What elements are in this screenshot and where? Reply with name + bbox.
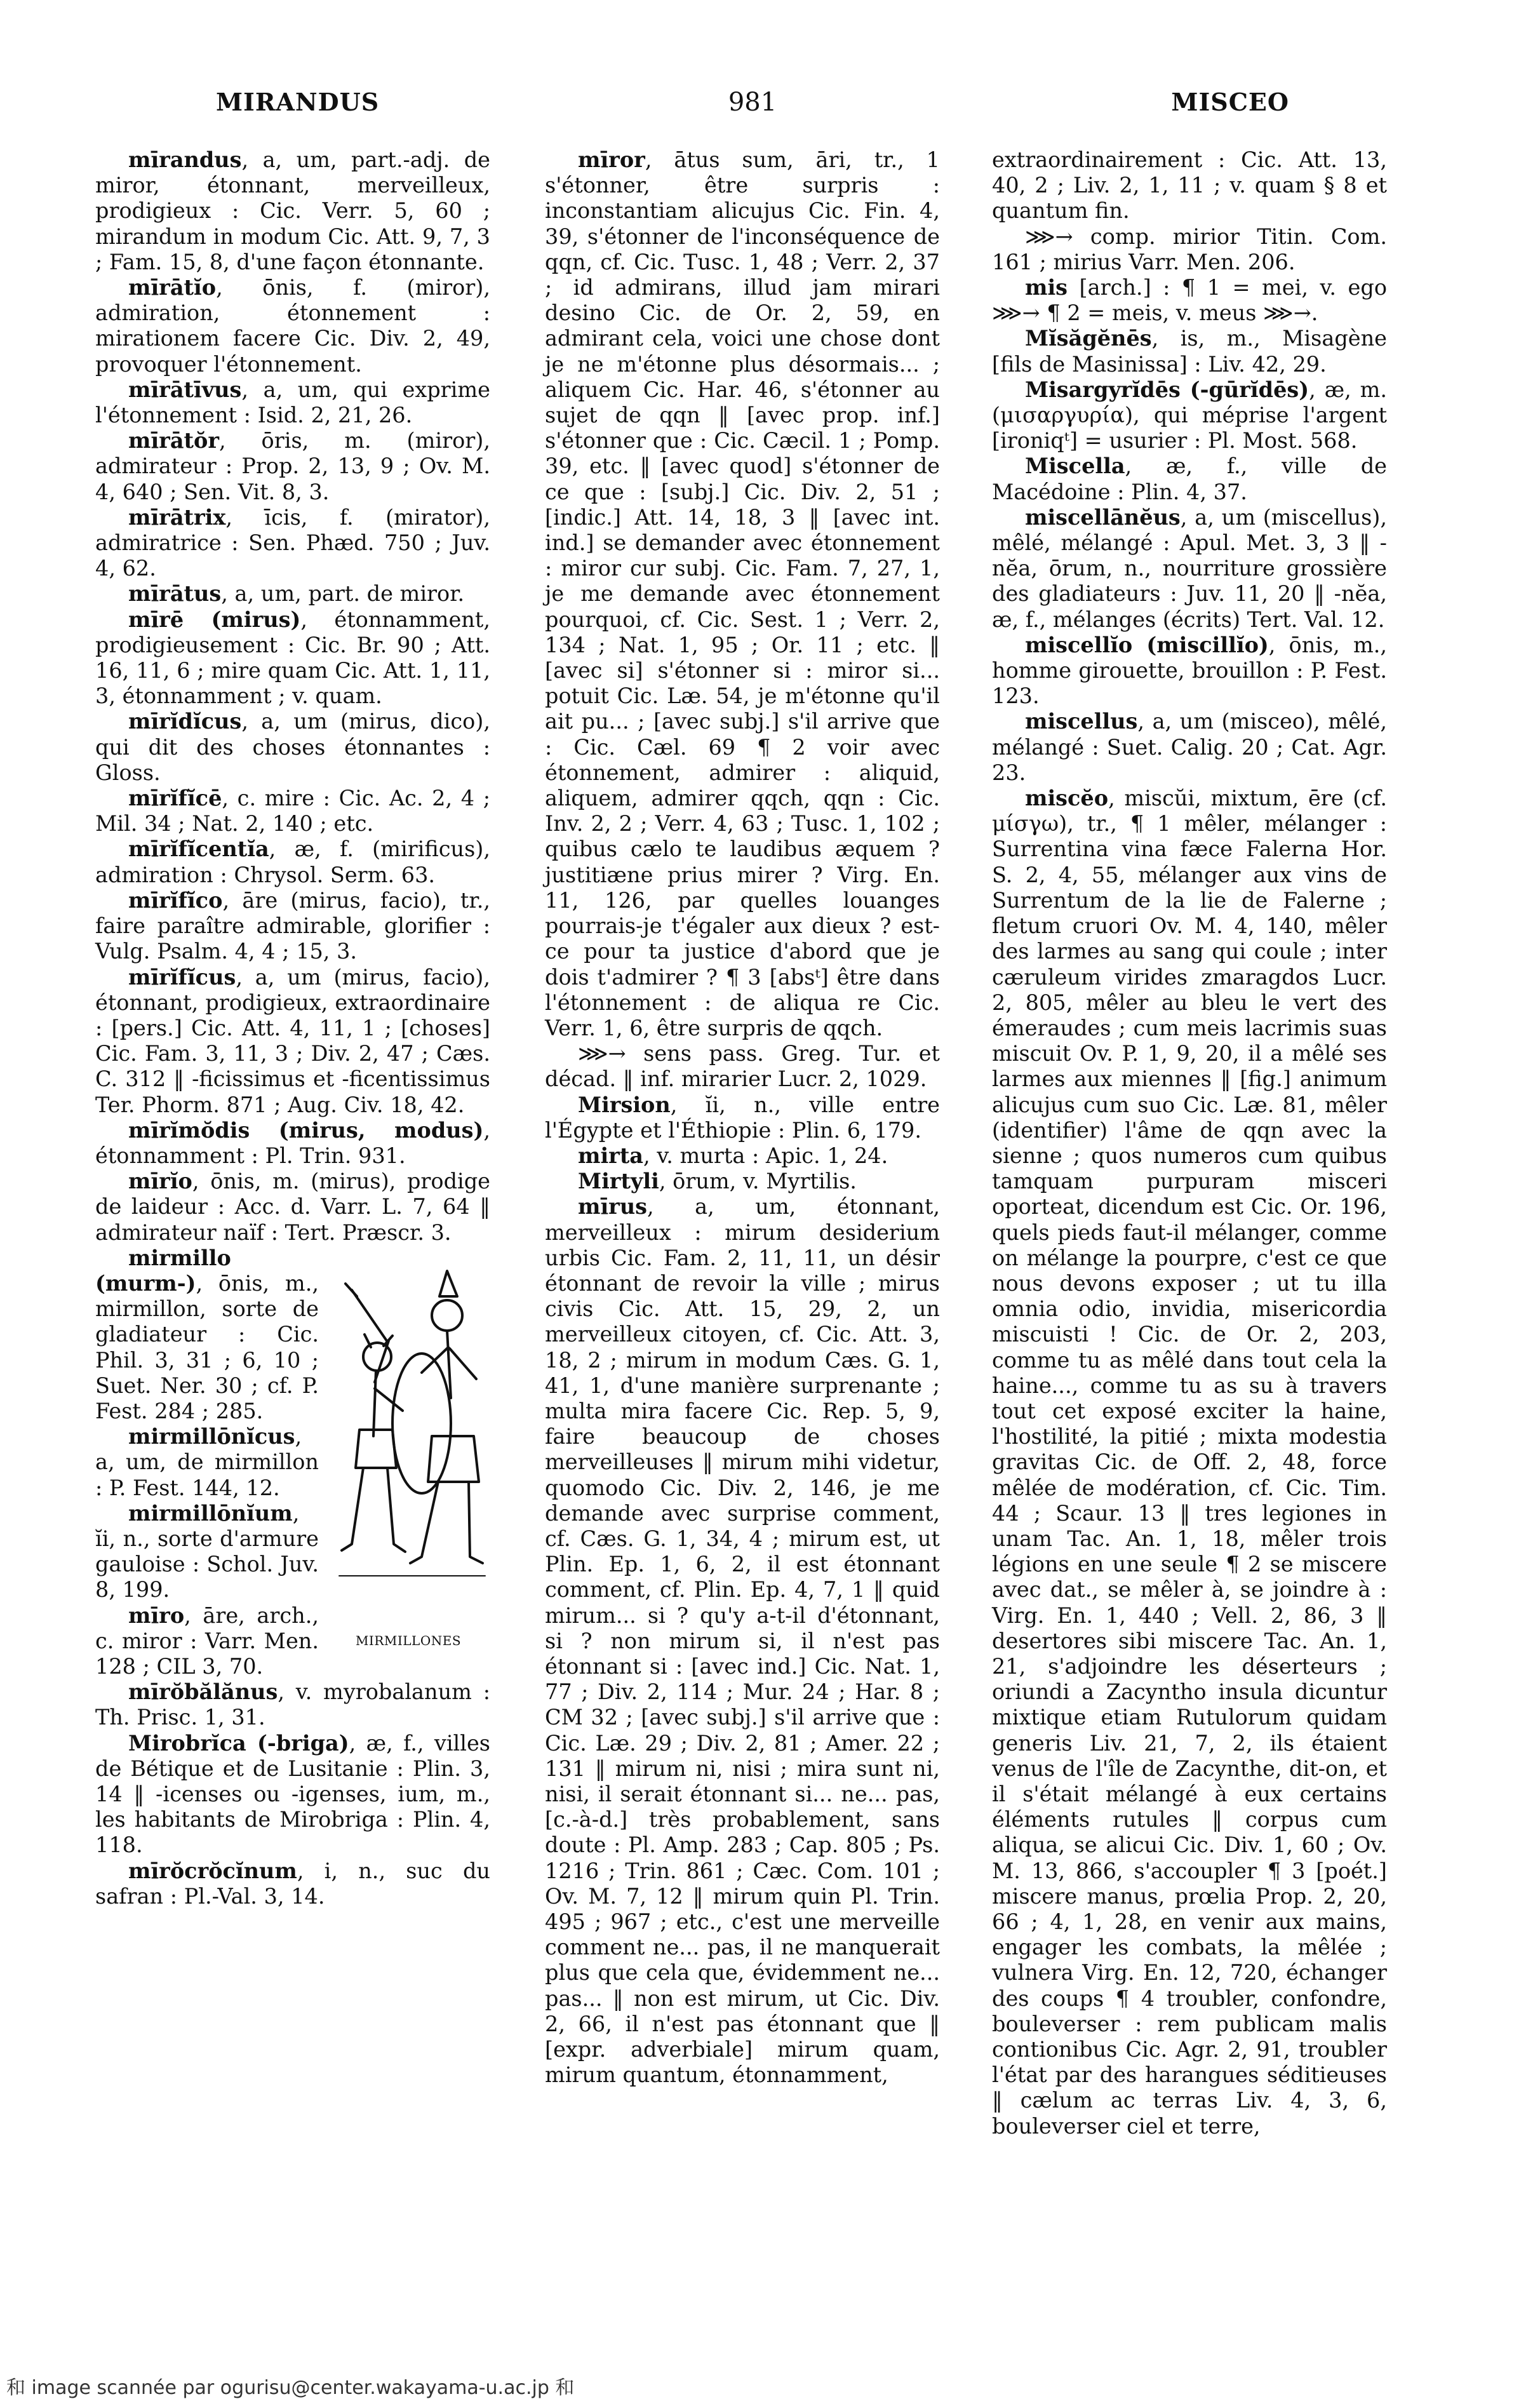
dictionary-entry-continued: extraordinairement : Cic. Att. 13, 40, 2 ; Liv. 2, 1, 11 ; v. quam § 8 et quantum fin. [992, 147, 1387, 224]
entry-headword: mīrātus [128, 581, 222, 607]
dictionary-entry: mīrandus, a, um, part.-adj. de miror, étonnant, merveilleux, prodigieux : Cic. Verr. 5, 60 ; mirandum in modum Cic. Att. 9, 7, 3 ; Fam. 15, 8, d'une façon étonnante. [95, 147, 490, 274]
entry-headword: mīrus [578, 1194, 648, 1220]
entry-headword: Miscella [1025, 454, 1125, 479]
dictionary-entry: mīrĭfĭco, āre (mirus, facio), tr., faire paraître admirable, glorifier : Vulg. Psalm. 4, 4 ; 15, 3. [95, 887, 490, 964]
entry-headword: mīro [128, 1603, 185, 1628]
entry-headword: mīrātīvus [128, 377, 242, 402]
entry-headword: miscellus [1025, 709, 1138, 734]
dictionary-entry: Mĭsăgĕnēs, is, m., Misagène [fils de Masinissa] : Liv. 42, 29. [992, 326, 1387, 377]
dictionary-entry: mīrē (mirus), étonnamment, prodigieusement : Cic. Br. 90 ; Att. 16, 11, 6 ; mire quam Cic. Att. 1, 11, 3, étonnamment ; v. quam. [95, 607, 490, 709]
dictionary-entry: mīrĭo, ōnis, m. (mirus), prodige de laideur : Acc. d. Varr. L. 7, 64 ‖ admirateur naïf : Tert. Præscr. 3. [95, 1169, 490, 1245]
entry-headword: mirmillōnĭum [128, 1500, 293, 1526]
page-number: 981 [728, 88, 777, 117]
entry-headword: mīror [578, 147, 645, 172]
dictionary-entry: mīrĭdĭcus, a, um (mirus, dico), qui dit des choses étonnantes : Gloss. [95, 709, 490, 785]
header-right-guideword: MISCEO [1171, 88, 1289, 116]
dictionary-entry: mīro, āre, arch., c. miror : Varr. Men. 128 ; CIL 3, 70. [95, 1603, 319, 1679]
entry-headword: Mirobrĭca (-briga) [128, 1730, 349, 1756]
dictionary-entry: miscellĭo (miscillĭo), ōnis, m., homme girouette, brouillon : P. Fest. 123. [992, 632, 1388, 709]
dictionary-entry: mīrātus, a, um, part. de miror. [128, 581, 465, 607]
dictionary-entry: Mirtyli, ōrum, v. Myrtilis. [578, 1169, 857, 1194]
entry-headword: mirta [578, 1143, 644, 1168]
entry-headword: miscĕo [1025, 786, 1109, 811]
entry-headword: mīrĭfĭcē [128, 786, 222, 811]
dictionary-entry: ⋙→ comp. mirior Titin. Com. 161 ; mirius Varr. Men. 206. [992, 224, 1387, 274]
entry-headword: mīrĭfĭcus [128, 964, 236, 990]
dictionary-entry: Misargyrĭdēs (-gūrĭdēs), æ, m. (μισαργυρία), qui méprise l'argent [ironiqᵗ] = usurier : Pl. Most. 568. [992, 377, 1387, 454]
dictionary-entry: mirta, v. murta : Apic. 1, 24. [578, 1143, 888, 1168]
entry-headword: mirmillo (murm-) [95, 1245, 231, 1296]
column-2 [545, 147, 940, 2088]
dictionary-entry: mīrĭfĭcentĭa, æ, f. (mirificus), admiration : Chrysol. Serm. 63. [95, 837, 490, 887]
dictionary-entry: miscellus, a, um (misceo), mêlé, mélangé : Suet. Calig. 20 ; Cat. Agr. 23. [992, 709, 1387, 785]
dictionary-entry: Mirobrĭca (-briga), æ, f., villes de Bétique et de Lusitanie : Plin. 3, 14 ‖ -icenses ou -igenses, ium, m., les habitants de Mirobriga : Plin. 4, 118. [95, 1730, 491, 1858]
entry-headword: Mirsion [578, 1092, 671, 1117]
entry-headword: mirmillōnĭcus [128, 1424, 295, 1449]
mirmillones-drawing [326, 1246, 490, 1627]
dictionary-entry: mīrātŏr, ōris, m. (miror), admirateur : Prop. 2, 13, 9 ; Ov. M. 4, 640 ; Sen. Vit. 8, 3. [95, 428, 490, 504]
entry-headword: mīrātĭo [128, 275, 217, 300]
entry-headword: mīrātrix [128, 504, 226, 530]
dictionary-entry: mis [arch.] : ¶ 1 = mei, v. ego ⋙→ ¶ 2 = meis, v. meus ⋙→. [992, 275, 1387, 326]
dictionary-entry: Miscella, æ, f., ville de Macédoine : Plin. 4, 37. [992, 454, 1387, 504]
dictionary-entry: mīror, ātus sum, āri, tr., 1 s'étonner, être surpris : inconstantiam alicujus Cic. Fin. 4, 39, s'étonner de l'inconséquence de qqn, cf. Cic. Tusc. 1, 48 ; Verr. 2, 37 ; id admirans, illud jam mirari desino Cic. de Or. 2, 59, en admirant cela, voici une chose dont je ne m'étonne plus désormais... ; aliquem Cic. Har. 46, s'étonner au sujet de qqn ‖ [avec prop. inf.] s'étonner que : Cic. Cæcil. 1 ; Pomp. 39, etc. ‖ [avec quod] s'étonner de ce que : [subj.] Cic. Div. 2, 51 ; [indic.] Att. 14, 18, 3 ‖ [avec int. ind.] se demander avec étonnement : miror cur subj. Cic. Fam. 7, 27, 1, je me demande avec étonnement pourquoi, cf. Cic. Sest. 1 ; Verr. 2, 134 ; Nat. 1, 95 ; Or. 11 ; etc. ‖ [avec si] s'étonner si : miror si... potuit Cic. Læ. 54, je m'étonne qu'il ait pu... ; [avec subj.] s'il arrive que : Cic. Cæl. 69 ¶ 2 voir avec étonnement, admirer : aliquid, aliquem, admirer qqch, qqn : Cic. Inv. 2, 2 ; Verr. 4, 63 ; Tusc. 1, 102 ; quibus cælo te laudibus æquem ? justitiæne prius mirer ? Virg. En. 11, 126, par quelles louanges pourrais-je t'égaler aux dieux ? est-ce pour ta justice d'abord que je dois t'admirer ? ¶ 3 [absᵗ] être dans l'étonnement : de aliqua re Cic. Verr. 1, 6, être surpris de qqch. [545, 147, 940, 1040]
entry-headword: mīrĭmŏdis (mirus, modus) [128, 1117, 484, 1143]
entry-headword: miscellĭo (miscillĭo) [1025, 632, 1269, 657]
page-header [216, 88, 1289, 126]
dictionary-entry: mīrātĭo, ōnis, f. (miror), admiration, étonnement : mirationem facere Cic. Div. 2, 49, provoquer l'étonnement. [95, 275, 490, 377]
header-left-guideword: MIRANDUS [216, 88, 380, 116]
gladiator-illustration [326, 1246, 490, 1653]
dictionary-entry: mirmillōnĭum, ĭi, n., sorte d'armure gauloise : Schol. Juv. 8, 199. [95, 1500, 319, 1603]
dictionary-entry: miscĕo, miscŭi, mixtum, ēre (cf. μίσγω), tr., ¶ 1 mêler, mélanger : Surrentina vina fæce Falerna Hor. S. 2, 4, 55, mélanger aux vins de Surrentum de la lie de Falerne ; fletum cruori Ov. M. 4, 140, mêler des larmes au sang qui coule ; inter cæruleum virides zmaragdos Lucr. 2, 805, mêler au bleu le vert des émeraudes ; cum meis lacrimis suas miscuit Ov. P. 1, 9, 20, il a mêlé ses larmes aux miennes ‖ [fig.] animum alicujus cum suo Cic. Læ. 81, mêler (identifier) l'âme de qqn avec la sienne ; quos numeros cum quibus tamquam purpuram misceri oporteat, dicendum est Cic. Or. 196, quels pieds faut-il mélanger, comme on mélange la pourpre, c'est ce que nous devons exposer ; ut tu illa omnia odio, invidia, misericordia miscuisti ! Cic. de Or. 2, 203, comme tu as mêlé dans tout cela la haine..., comme tu as su à travers tout cet exposé exciter la haine, l'hostilité, la pitié ; mixta modestia gravitas Cic. de Off. 2, 48, force mêlée de modération, cf. Cic. Tim. 44 ; Scaur. 13 ‖ tres legiones in unam Tac. An. 1, 18, mêler trois légions en une seule ¶ 2 se miscere avec dat., se mêler à, se joindre à : Virg. En. 1, 440 ; Vell. 2, 86, 3 ‖ desertores sibi miscere Tac. An. 1, 21, s'adjoindre les déserteurs ; oriundi a Zacyntho insula dicuntur mixtique etiam Rutulorum quidam generis Liv. 21, 7, 2, ils étaient venus de l'île de Zacynthe, dit-on, et il s'était mélangé à eux certains éléments rutules ‖ corpus cum aliqua, se alicui Cic. Div. 1, 60 ; Ov. M. 13, 866, s'accoupler ¶ 3 [poét.] miscere manus, prœlia Prop. 2, 20, 66 ; 4, 1, 28, en venir aux mains, engager les combats, la mêlée ; vulnera Virg. En. 12, 720, échanger des coups ¶ 4 troubler, confondre, bouleverser : rem publicam malis contionibus Cic. Agr. 2, 91, troubler l'état par des harangues séditieuses ‖ cælum ac terras Liv. 4, 3, 6, bouleverser ciel et terre, [992, 786, 1387, 2139]
entry-headword: miscellānĕus [1025, 504, 1181, 530]
dictionary-entry: mīrŏcrŏcĭnum, i, n., suc du safran : Pl.-Val. 3, 14. [95, 1858, 490, 1909]
dictionary-entry: mīrĭmŏdis (mirus, modus), étonnamment : Pl. Trin. 931. [95, 1117, 490, 1168]
dictionary-entry: mirmillōnĭcus, a, um, de mirmillon : P. Fest. 144, 12. [95, 1424, 319, 1500]
entry-headword: mīrĭo [128, 1169, 192, 1194]
entry-headword: mīrātŏr [128, 428, 219, 454]
entry-headword: mīrŏcrŏcĭnum [128, 1858, 297, 1883]
entry-headword: mīrŏbălănus [128, 1679, 278, 1705]
dictionary-entry: mīrus, a, um, étonnant, merveilleux : mirum desiderium urbis Cic. Fam. 2, 11, 11, un désir étonnant de revoir la ville ; mirus civis Cic. Att. 15, 29, 2, un merveilleux citoyen, cf. Cic. Att. 3, 18, 2 ; mirum in modum Cæs. G. 1, 41, 1, d'une manière surprenante ; multa mira facere Cic. Rep. 5, 9, faire beaucoup de choses merveilleuses ‖ mirum mihi videtur, quomodo Cic. Div. 2, 146, je me demande avec surprise comment, cf. Cæs. G. 1, 34, 4 ; mirum est, ut Plin. Ep. 1, 6, 2, il est étonnant comment, cf. Plin. Ep. 4, 7, 1 ‖ quid mirum... si ? qu'y a-t-il d'étonnant, si ? non mirum si, il n'est pas étonnant si : [avec ind.] Cic. Nat. 1, 77 ; Div. 2, 114 ; Mur. 24 ; Har. 8 ; CM 32 ; [avec subj.] s'il arrive que : Cic. Læ. 29 ; Div. 2, 81 ; Amer. 22 ; 131 ‖ mirum ni, nisi ; mira sunt ni, nisi, il serait étonnant si... ne... pas, [c.-à-d.] très probablement, sans doute : Pl. Amp. 283 ; Cap. 805 ; Ps. 1216 ; Trin. 861 ; Cæc. Com. 101 ; Ov. M. 7, 12 ‖ mirum quin Pl. Trin. 495 ; 967 ; etc., c'est une merveille comment ne... pas, il ne manquerait plus que cela que, évidemment ne... pas... ‖ non est mirum, ut Cic. Div. 2, 66, il n'est pas étonnant que ‖ [expr. adverbiale] mirum quam, mirum quantum, étonnamment, [545, 1194, 940, 2088]
entry-headword: mīrĭfĭcentĭa [128, 837, 269, 862]
entry-headword: Mĭsăgĕnēs [1025, 326, 1152, 351]
dictionary-entry: Mirsion, ĭi, n., ville entre l'Égypte et l'Éthiopie : Plin. 6, 179. [545, 1092, 940, 1143]
dictionary-entry: mirmillo (murm-), ōnis, m., mirmillon, sorte de gladiateur : Cic. Phil. 3, 31 ; 6, 10 ; Suet. Ner. 30 ; cf. P. Fest. 284 ; 285. [95, 1245, 319, 1423]
dictionary-entry: miscellānĕus, a, um (miscellus), mêlé, mélangé : Apul. Met. 3, 3 ‖ -nĕa, ōrum, n., nourriture grossière des gladiateurs : Juv. 11, 20 ‖ -nĕa, æ, f., mélanges (écrits) Tert. Val. 12. [992, 504, 1387, 632]
entry-headword: mīrē (mirus) [128, 607, 301, 632]
entry-headword: Mirtyli [578, 1169, 659, 1194]
entry-headword: mīrandus [128, 147, 242, 172]
figure-caption: MIRMILLONES [355, 1632, 462, 1648]
dictionary-entry: ⋙→ sens pass. Greg. Tur. et décad. ‖ inf. mirarier Lucr. 2, 1029. [545, 1041, 940, 1092]
entry-headword: mīrĭdĭcus [128, 709, 242, 734]
column-1 [95, 147, 490, 1909]
scan-credit-footer: 和 image scannée par ogurisu@center.wakayama-u.ac.jp 和 [6, 2377, 575, 2399]
entry-headword: mis [1025, 275, 1068, 300]
dictionary-entry: mīrĭfĭcus, a, um (mirus, facio), étonnant, prodigieux, extraordinaire : [pers.] Cic. Att. 4, 11, 1 ; [choses] Cic. Fam. 3, 11, 3 ; Div. 2, 47 ; Cæs. C. 312 ‖ -ficissimus et -ficentissimus Ter. Phorm. 871 ; Aug. Civ. 18, 42. [95, 964, 490, 1117]
dictionary-entry: mīrŏbălănus, v. myrobalanum : Th. Prisc. 1, 31. [95, 1679, 490, 1730]
entry-headword: Misargyrĭdēs (-gūrĭdēs) [1025, 377, 1309, 402]
entry-headword: mīrĭfĭco [128, 887, 223, 913]
dictionary-entry: mīrātīvus, a, um, qui exprime l'étonnement : Isid. 2, 21, 26. [95, 377, 490, 428]
dictionary-entry: mīrĭfĭcē, c. mire : Cic. Ac. 2, 4 ; Mil. 34 ; Nat. 2, 140 ; etc. [95, 786, 490, 837]
dictionary-entry: mīrātrix, īcis, f. (mirator), admiratrice : Sen. Phæd. 750 ; Juv. 4, 62. [95, 504, 490, 581]
column-3 [992, 147, 1387, 2139]
